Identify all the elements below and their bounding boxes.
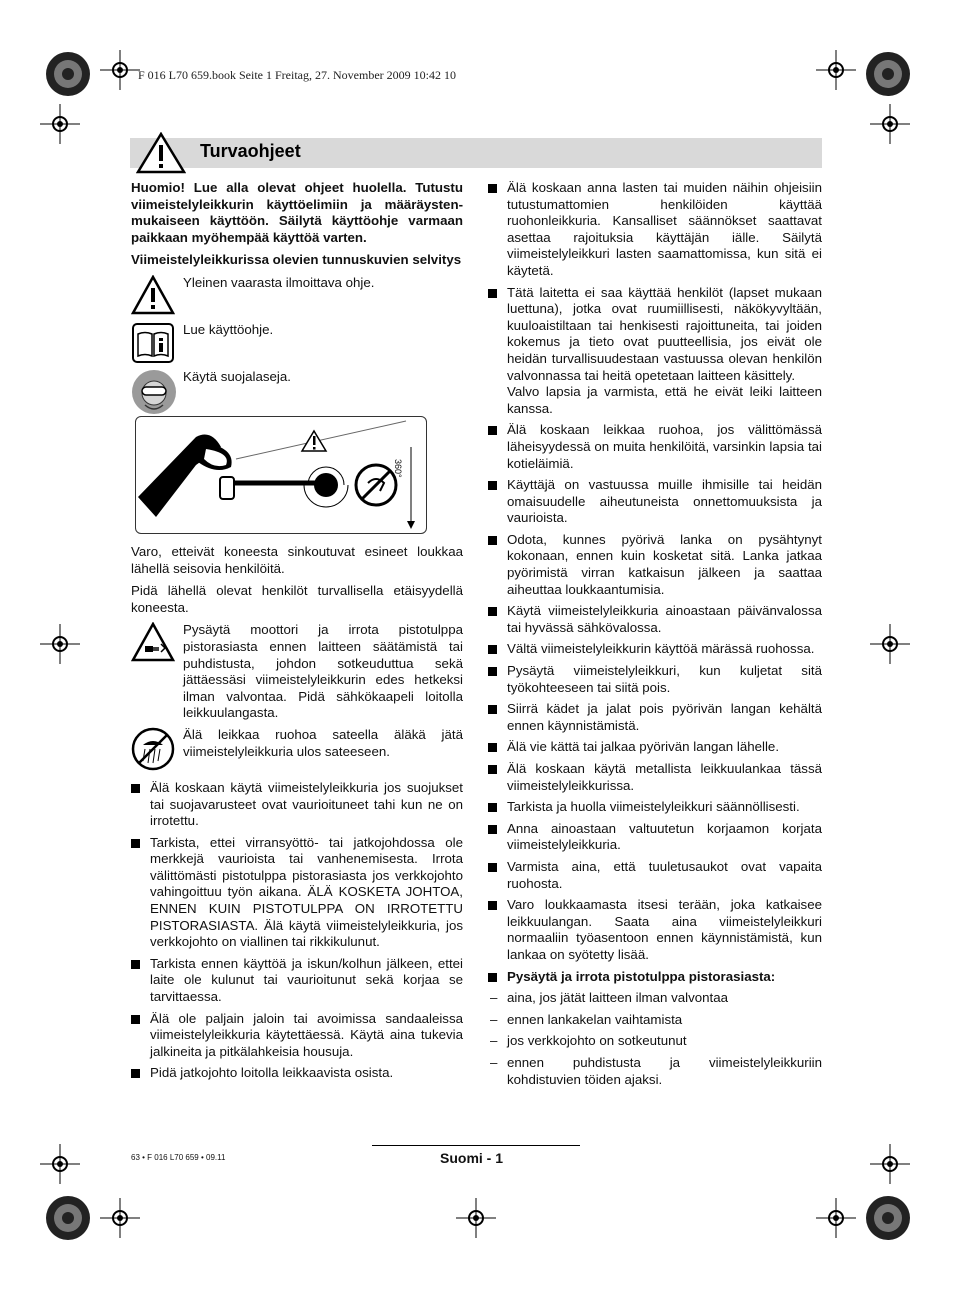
trimmer-operator-illustration <box>136 417 426 533</box>
no-rain-icon <box>131 727 175 771</box>
bullet-square-icon <box>131 1015 140 1024</box>
intro-paragraph: Huomio! Lue alla olevat ohjeet huolella. Tutustu viimeistelyleikkurin käyttöelimiin ja määräysten-mukaiseen käyttöön. Säilytä käyttöohje varmaan paikkaan myöhempää käyttöä varten. <box>131 180 463 245</box>
bullet-square-icon <box>131 839 140 848</box>
list-item: Pysäytä viimeistelyleikkuri, kun kuljetat sitä työkohteeseen tai siitä pois. <box>488 663 822 696</box>
section-title: Turvaohjeet <box>200 141 301 161</box>
bullet-square-icon <box>488 536 497 545</box>
bullet-square-icon <box>488 426 497 435</box>
registration-mark-top-left <box>44 50 92 98</box>
bullet-square-icon <box>488 863 497 872</box>
crosshair-mark-top-right <box>816 50 856 90</box>
crosshair-mark-bottom-right <box>816 1198 856 1238</box>
bullet-square-icon <box>488 765 497 774</box>
dash-item: – ennen lankakelan vaihtamista <box>490 1011 683 1027</box>
list-item: Tätä laitetta ei saa käyttää henkilöt (lapset mukaan luettuna), jotka ovat ruumiillisesti, näkökyvyltään, kuuloaistiltaan tai henkisesti rajoittuneita, tai joiden kokemus ja tieto ovat puutteellisia, jos eivät ole heidän turvallisuudestaan vastuussa olevan henkilön valvonnassa tai heitä opetetaan laitteen käsittely. Valvo lapsia ja varmista, että he eivät leiki laitteen kanssa. <box>488 285 822 418</box>
list-item: Tarkista, ettei virransyöttö- tai jatkojohdossa ole merkkejä vaurioista tai vanhenemisesta. Irrota välittömästi pistotulppa pistorasiasta jos verkkojohto vahingoittuu työn aikana. ÄLÄ KOSKETA JOHTOA, ENNEN KUIN PISTOTULPPA ON IRROTETTU PISTORASIASTA. Älä käytä viimeistelyleikkuria, jos verkkojohto on viallinen tai rikkikulunut. <box>131 835 463 951</box>
objects-warning-paragraph: Varo, etteivät koneesta sinkoutuvat esineet loukkaa lähellä seisovia henkilöitä. <box>131 543 463 576</box>
bullet-square-icon <box>488 743 497 752</box>
left-column <box>131 180 463 1087</box>
list-item: Siirrä kädet ja jalat pois pyörivän langan kehältä ennen käynnistämistä. <box>488 701 822 734</box>
list-item: Älä koskaan käytä metallista leikkuulankaa tässä viimeistelyleikkurissa. <box>488 761 822 794</box>
children-supervision-note: Valvo lapsia ja varmista, että he eivät leiki laitteen kanssa. <box>507 384 822 416</box>
warning-triangle-icon <box>136 132 186 174</box>
list-item: Varo loukkaamasta itsesi terään, joka katkaisee leikkuulangan. Saata aina viimeistelyleikkuri normaaliin työasentoon ennen käynnistämistä, kun lankaa on syötetty lisää. <box>488 897 822 963</box>
print-header: F 016 L70 659.book Seite 1 Freitag, 27. November 2009 10:42 10 <box>138 68 456 82</box>
list-item: Pidä jatkojohto loitolla leikkaavista osista. <box>131 1065 463 1082</box>
list-item: Älä ole paljain jaloin tai avoimissa sandaaleissa viimeistelyleikkuria käytettäessä. Käytä aina tukevia jalkineita ja pitkälahkeisia housuja. <box>131 1011 463 1061</box>
list-item: Käyttäjä on vastuussa muille ihmisille tai heidän omaisuudelle aiheutuneista onnettomuuksista ja vaurioista. <box>488 477 822 527</box>
crosshair-mark-bottom-center <box>456 1198 496 1238</box>
dash-item: – jos verkkojohto on sotkeutunut <box>490 1033 687 1049</box>
crosshair-mark-left-upper <box>40 104 80 144</box>
registration-mark-top-right <box>864 50 912 98</box>
symbol-unplug-text: Pysäytä moottori ja irrota pistotulppa pistorasiasta ennen laitteen säätämistä tai puhdistusta, johdon sotkeuduttua sekä jättäessäsi viimeistelyleikkurin edes hetkeksi ilman valvontaa. Pidä sähkökaapeli loitolla leikkuulangasta. <box>183 622 463 721</box>
symbol-rain-text: Älä leikkaa ruohoa sateella äläkä jätä viimeistelyleikkuria ulos sateeseen. <box>183 726 463 759</box>
crosshair-mark-top-left <box>100 50 140 90</box>
crosshair-mark-bottom-left <box>100 1198 140 1238</box>
unplug-heading: Pysäytä ja irrota pistotulppa pistorasiasta: <box>488 969 822 986</box>
symbol-row-rain <box>131 727 463 769</box>
symbol-row-unplug <box>131 622 463 722</box>
symbol-row-goggles <box>131 369 463 411</box>
bullet-square-icon <box>488 184 497 193</box>
crosshair-mark-right-upper <box>870 104 910 144</box>
symbol-row-warning <box>131 275 463 317</box>
bullet-square-icon <box>488 607 497 616</box>
bullet-square-icon <box>488 973 497 982</box>
right-column <box>488 180 822 1093</box>
symbol-row-manual <box>131 322 463 364</box>
bullet-square-icon <box>488 667 497 676</box>
rotation-angle-label: 360° <box>393 458 403 478</box>
read-manual-icon <box>131 322 175 364</box>
bullet-square-icon <box>488 825 497 834</box>
bullet-square-icon <box>488 645 497 654</box>
crosshair-mark-right-lower <box>870 1144 910 1184</box>
list-item: Älä koskaan leikkaa ruohoa, jos välittömässä läheisyydessä on muita henkilöitä, varsinkin lapsia tai kotieläimiä. <box>488 422 822 472</box>
crosshair-mark-left-lower <box>40 1144 80 1184</box>
symbols-heading: Viimeistelyleikkurissa olevien tunnuskuvien selvitys <box>131 252 462 268</box>
symbol-warning-text: Yleinen vaarasta ilmoittava ohje. <box>183 274 375 290</box>
warning-triangle-icon <box>131 275 175 315</box>
list-item: Tarkista ja huolla viimeistelyleikkuri säännöllisesti. <box>488 799 822 816</box>
list-item: Älä koskaan anna lasten tai muiden näihin ohjeisiin tutustumattomien henkilöiden käyttää ruohonleikkuria. Kansalliset säännökset saattavat asettaa rajoituksia käyttäjän iälle. Säilytä viimeistelyleikkuri lasten saamattomissa, kun sitä ei käytetä. <box>488 180 822 280</box>
list-item: Varmista aina, että tuuletusaukot ovat vapaita ruohosta. <box>488 859 822 892</box>
footer-rule <box>372 1145 580 1146</box>
list-item: Älä vie kättä tai jalkaa pyörivän langan lähelle. <box>488 739 822 756</box>
symbol-manual-text: Lue käyttöohje. <box>183 321 274 337</box>
trimmer-hazard-figure <box>135 416 427 534</box>
dash-item: – ennen puhdistusta ja viimeistelyleikkuriin kohdistuvien töiden ajaksi. <box>490 1054 822 1087</box>
list-item: Anna ainoastaan valtuutetun korjaamon korjata viimeistelyleikkuria. <box>488 821 822 854</box>
page-number: Suomi - 1 <box>440 1150 504 1166</box>
list-item: Käytä viimeistelyleikkuria ainoastaan päivänvalossa tai hyvässä sähkövalossa. <box>488 603 822 636</box>
crosshair-mark-right-middle <box>870 624 910 664</box>
list-item: Odota, kunnes pyörivä lanka on pysähtynyt kokonaan, ennen kuin kosketat sitä. Lanka jatkaa pyörimistä virran katkaisun jälkeen ja saattaa aiheuttaa loukkaantumisia. <box>488 532 822 598</box>
bullet-square-icon <box>488 803 497 812</box>
distance-paragraph: Pidä lähellä olevat henkilöt turvallisella etäisyydellä koneesta. <box>131 583 463 615</box>
crosshair-mark-left-middle <box>40 624 80 664</box>
bullet-square-icon <box>131 960 140 969</box>
bullet-square-icon <box>488 901 497 910</box>
bullet-square-icon <box>131 784 140 793</box>
bullet-square-icon <box>488 481 497 490</box>
dash-item: – aina, jos jätät laitteen ilman valvontaa <box>490 990 729 1006</box>
footer-code: 63 • F 016 L70 659 • 09.11 <box>131 1153 226 1162</box>
safety-goggles-icon <box>131 369 177 415</box>
list-item: Vältä viimeistelyleikkurin käyttöä märässä ruohossa. <box>488 641 822 658</box>
registration-mark-bottom-left <box>44 1194 92 1242</box>
bullet-square-icon <box>488 705 497 714</box>
registration-mark-bottom-right <box>864 1194 912 1242</box>
bullet-square-icon <box>488 289 497 298</box>
bullet-square-icon <box>131 1069 140 1078</box>
unplug-warning-icon <box>131 622 175 662</box>
list-item: Tarkista ennen käyttöä ja iskun/kolhun jälkeen, ettei laite ole kulunut tai vaurioitunut sekä korjaa se tarvittaessa. <box>131 956 463 1006</box>
symbol-goggles-text: Käytä suojalaseja. <box>183 368 291 384</box>
list-item: Älä koskaan käytä viimeistelyleikkuria jos suojukset tai suojavarusteet ovat vaurioituneet tahi kun ne on irrotettu. <box>131 780 463 830</box>
